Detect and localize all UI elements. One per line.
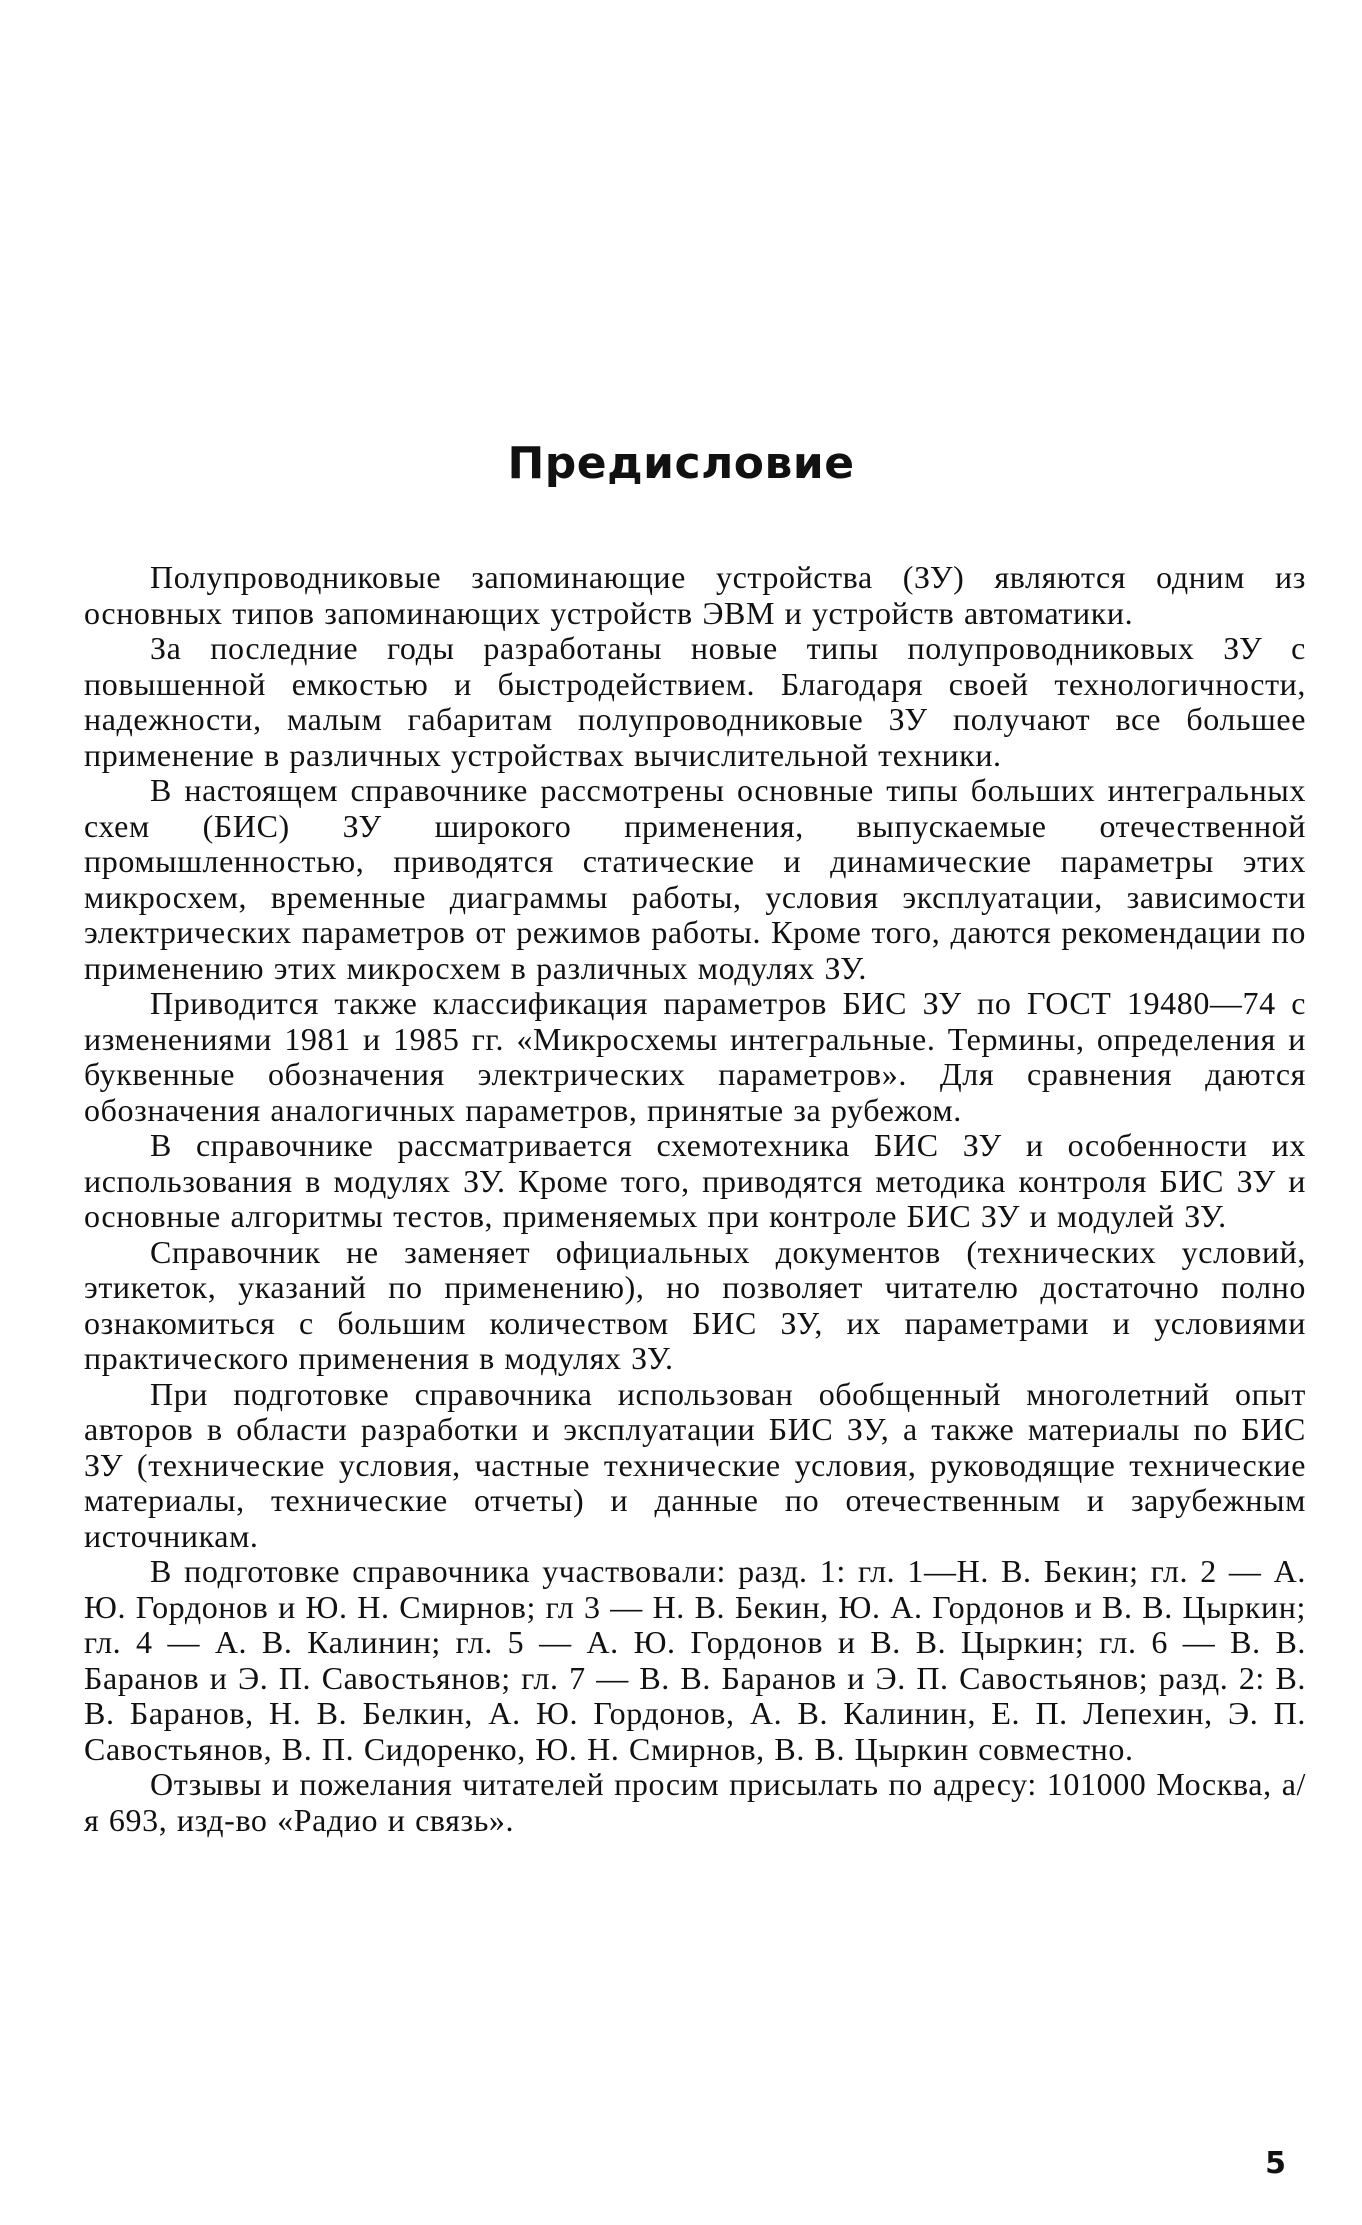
preface-body: [84, 560, 1306, 1838]
paragraph-1: Полупроводниковые запоминающие устройства (ЗУ) являются одним из основных типов запоминающих устройств ЭВМ и устройств автоматики.: [84, 559, 1306, 631]
paragraph-8: В подготовке справочника участвовали: разд. 1: гл. 1—Н. В. Бекин; гл. 2 — А. Ю. Гордонов и Ю. Н. Смирнов; гл 3 — Н. В. Бекин, Ю. А. Гордонов и В. В. Цыркин; гл. 4 — А. В. Калинин; гл. 5 — А. Ю. Гордонов и В. В. Цыркин; гл. 6 — В. В. Баранов и Э. П. Савостьянов; гл. 7 — В. В. Баранов и Э. П. Савостьянов; разд. 2: В. В. Баранов, Н. В. Белкин, А. Ю. Гордонов, А. В. Калинин, Е. П. Лепехин, Э. П. Савостьянов, В. П. Сидоренко, Ю. Н. Смирнов, В. В. Цыркин совместно.: [84, 1553, 1306, 1767]
paragraph-3: В настоящем справочнике рассмотрены основные типы больших интегральных схем (БИС) ЗУ широкого применения, выпускаемые отечественной промышленностью, приводятся статические и динамические параметры этих микросхем, временные диаграммы работы, условия эксплуатации, зависимости электрических параметров от режимов работы. Кроме того, даются рекомендации по применению этих микросхем в различных модулях ЗУ.: [84, 772, 1306, 986]
page-title: Предисловие: [507, 438, 855, 489]
page-number: 5: [1265, 2146, 1286, 2181]
paragraph-4: Приводится также классификация параметров БИС ЗУ по ГОСТ 19480—74 с изменениями 1981 и 1985 гг. «Микросхемы интегральные. Термины, определения и буквенные обозначения электрических параметров». Для сравнения даются обозначения аналогичных параметров, принятые за рубежом.: [84, 985, 1306, 1128]
paragraph-9: Отзывы и пожелания читателей просим присылать по адресу: 101000 Москва, а/я 693, изд-во «Радио и связь».: [84, 1766, 1306, 1838]
paragraph-6: Справочник не заменяет официальных документов (технических условий, этикеток, указаний по применению), но позволяет читателю достаточно полно ознакомиться с большим количеством БИС ЗУ, их параметрами и условиями практического применения в модулях ЗУ.: [84, 1233, 1306, 1376]
paragraph-5: В справочнике рассматривается схемотехника БИС ЗУ и особенности их использования в модулях ЗУ. Кроме того, приводятся методика контроля БИС ЗУ и основные алгоритмы тестов, применяемых при контроле БИС ЗУ и модулей ЗУ.: [84, 1127, 1306, 1234]
paragraph-2: За последние годы разработаны новые типы полупроводниковых ЗУ с повышенной емкостью и быстродействием. Благодаря своей технологичности, надежности, малым габаритам полупроводниковые ЗУ получают все большее применение в различных устройствах вычислительной техники.: [84, 630, 1306, 773]
paragraph-7: При подготовке справочника использован обобщенный многолетний опыт авторов в области разработки и эксплуатации БИС ЗУ, а также материалы по БИС ЗУ (технические условия, частные технические условия, руководящие технические материалы, технические отчеты) и данные по отечественным и зарубежным источникам.: [84, 1375, 1306, 1554]
